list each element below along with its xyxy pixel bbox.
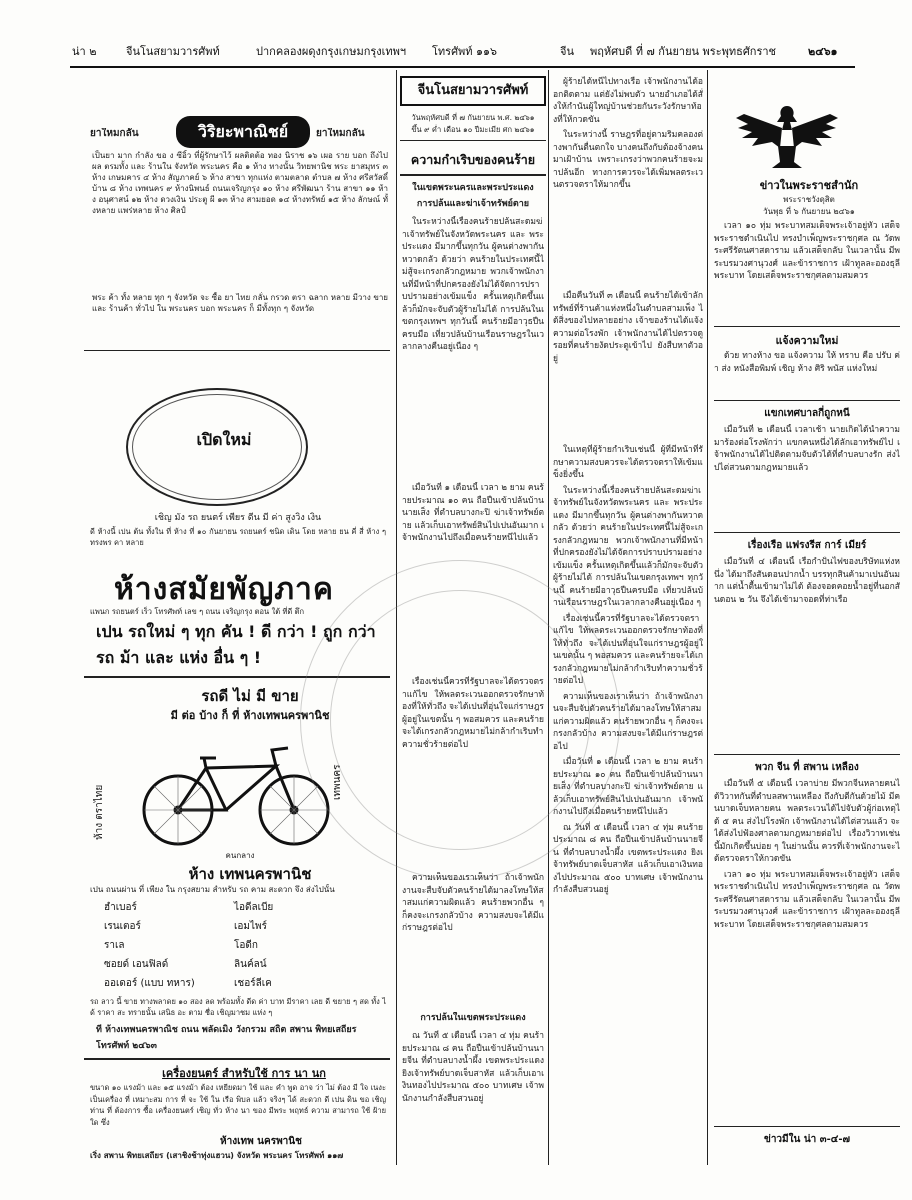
section-rule: [714, 326, 900, 327]
news3-title: พวก จีน ที่ สพาน เหลือง: [755, 762, 859, 773]
paragraph: เมื่อวันที่ ๔ เดือนนี้ เรือกำปั่นไฟของบริษัทแห่งหนึ่ง ได้มาถึงสันดอนปากน้ำ บรรทุกสินค้ามาเปนอันมาก แต่น้ำตื้นเข้ามาไม่ได้ ต้องจอดคอยน้ำอยู่ที่นอกสันดอน ๒ วัน จึงได้เข้ามาจอดที่ท่าเรือ: [714, 557, 900, 605]
header-address: ปากคลองผดุงกรุงเกษมกรุงเทพฯ: [256, 45, 407, 58]
ad3-text: เปน ถนนผ่าน ที่ เพียง ใน กรุงสยาม สำหรับ รถ คาม สะดวก จึง ส่งไปนั้น: [90, 885, 335, 894]
editorial-title: ความกำเริบของคนร้าย: [410, 152, 536, 167]
ad4-body: ขนาด ๑๐ แรงม้า และ ๑๕ แรงม้า ต้อง เหยียดมา ใช้ และ คำ พูด อาจ ว่า ไม่ ต้อง มี ใจ เนงะ เป็นเครื่อง ที่ เหมาะสม การ ที่ จะ ใช้ ใน เรือ พิบล แล้ว จริงๆ ได้ สะดวก ดี เปน ดิน ขอ เชิญ ท่าน ที่ ต้องการ ซื้อ เครื่องยนตร์ เชิญ ทั่ว ห้าง นา ของ มีพระ พฤทธ์ ความ สามารถ ใช้ ฝ้าย ใด ซึ่ง: [90, 1083, 386, 1127]
news1-body: [714, 424, 900, 528]
editorial-body3: [402, 676, 544, 868]
masthead: จีนโนสยามวารศัพท์: [400, 76, 546, 106]
ad2-title: ห้างสมัยพัญภาค: [114, 572, 334, 607]
ad3-side-right: เทพนคร: [332, 764, 343, 800]
ad3-footer1: ที่ ห้างเทพนครพาณิช ถนน พลัดเมิง วังกรวม สถิต สพาน พิทยเสถียร: [96, 1025, 357, 1035]
continued-note: ข่าวมีใน น่า ๓-๔-๗: [763, 1134, 850, 1145]
paragraph: เวลา ๑๐ ทุ่ม พระบาทสมเด็จพระเจ้าอยู่หัว เสด็จพระราชดำเนินไป ทรงบำเพ็ญพระราชกุศล ณ วัดพระศรีรัตนศาสดาราม แล้วเสด็จกลับ ในเวลานั้น มีพระบรมวงศานุวงศ์ และข้าราชการ เฝ้าทูลละอองธุลีพระบาท โดยเสด็จพระราชกุศลตามสมควร: [714, 221, 900, 281]
ad4-title: เครื่องยนตร์ สำหรับใช้ การ นา นก: [162, 1067, 326, 1080]
court-date: วันพุธ ที่ ๖ กันยายน ๒๔๖๑: [763, 207, 855, 216]
ad3-mark: คนกลาง: [225, 851, 255, 860]
masthead-rule: [400, 140, 546, 141]
editorial-body1: [402, 216, 544, 478]
paragraph: ณ วันที่ ๕ เดือนนี้ เวลา ๔ ทุ่ม คนร้ายประมาณ ๘ คน ถือปืนเข้าปล้นบ้านนายจีน ที่ตำบลบางน้ำผึ้ง เขตพระประแดง ยิงเจ้าทรัพย์บาดเจ็บสาหัส แล้วเก็บเอาเงินทองไปประมาณ ๕๐๐ บาทเศษ เจ้าพนักงานกำลังสืบสวนอยู่: [553, 822, 703, 895]
ad2-slogan1: เปน รถใหม่ ๆ ทุก คัน ! ดี กว่า ! ถูก กว่า: [96, 622, 376, 641]
brand-item: ซอยด์ เอนฟิลด์: [104, 959, 169, 970]
paragraph: เมื่อวันที่ ๑ เดือนนี้ เวลา ๒ ยาม คนร้ายประมาณ ๑๐ คน ถือปืนเข้าปล้นบ้านนายเส็ง ที่ตำบลบางกะปิ ฆ่าเจ้าทรัพย์ตาย แล้วเก็บเอาทรัพย์สินไปเปนอันมาก เจ้าพนักงานไปถึงเมื่อคนร้ายหนีไปแล้ว: [402, 483, 544, 543]
paragraph: ด้วย ทางห้าง ขอ แจ้งความ ให้ ทราบ คือ ปรับ ค่า ส่ง หนังสือพิมพ์ เชิญ ห้าง ศิริ พนัส แห่งใหม่: [714, 351, 900, 374]
brand-item: โอดีก: [234, 940, 258, 951]
ad3-title: รถดี ไม่ มี ขาย: [201, 687, 299, 705]
ad2-line1: เชิญ มัง รถ ยนตร์ เพียร ดีน มี ค่า สูงวิ่ง เงิน: [154, 513, 322, 523]
ad3-body: รถ ลาว นี้ ขาย ทางพลาดย ๑๐ สอง ลด พร้อมทั้ง ดีด ค่า บาท มีราคา เลย ดี ขยาย ๆ สด ทั้ง ได้ ราคา สะ ทรายนั้น เสนิธ อะ ตาม ชื่อ เชิญมาชม แห่ง ๆ: [90, 997, 386, 1017]
paragraph: ในระหว่างนี้เรื่องคนร้ายปล้นสะดมฆ่าเจ้าทรัพย์ในจังหวัดพระนคร และ พระประแดง มีมากขึ้นทุกวัน ผู้คนต่างพากันหวาดกลัว ด้วยว่า คนร้ายในประเทศนี้ไม่สู้จะเกรงกลัวกฎหมาย พวกเจ้าพนักงานที่มีหน้าที่ปกครองยังไม่ได้จัดการปราบปรามอย่างเข้มแข็ง ครั้นเหตุเกิดขึ้นแล้วก็มักจะจับตัวผู้ร้ายไม่ได้ การปล้นในเขตกรุงเทพฯ ทุกวันนี้ คนร้ายมีอาวุธปืนครบมือ เที่ยวปล้นบ้านเรือนราษฎรในเวลากลางคืนอยู่เนือง ๆ: [402, 217, 544, 352]
editorial-subtitle3: การปล้นในเขตพระประแดง: [420, 1013, 526, 1023]
editorial-subtitle1: ในเขตพระนครและพระประแดง: [412, 183, 534, 193]
header-paper-name: จีนโนสยามวารศัพท์: [126, 45, 220, 58]
section-rule: [714, 532, 900, 533]
court-body: [714, 220, 900, 318]
paragraph: เมื่อวันที่ ๒ เดือนนี้ เวลาเช้า นายเกิดได้นำความมาร้องต่อโรงพักว่า แขกคนหนึ่งได้ลักเอาทรัพย์ไป เจ้าพนักงานได้ไปติดตามจับตัวได้ที่ตำบลบางรัก ส่งไปไต่สวนตามกฎหมายแล้ว: [714, 425, 900, 473]
ad2-small: แพนก รถยนตร์ เร็ว โทรศัพท์ เลข ๆ ถนน เจริญกรุง ตอน ใต้ ที่ดี ตึก: [90, 607, 305, 616]
brand-item: เรนเตอร์: [104, 921, 141, 932]
brand-item: ไอดีลเบีย: [234, 902, 274, 913]
paragraph: เมื่อวันที่ ๕ เดือนนี้ เวลาบ่าย มีพวกจีนหลายคนได้วิวาทกันที่ตำบลสพานเหลือง ถึงกับตีกันด้วยไม้ มีคนบาดเจ็บหลายคน พลตระเวนได้ไปจับตัวผู้ก่อเหตุได้ ๕ คน ส่งไปโรงพัก เจ้าพนักงานได้ไต่สวนแล้ว จะได้ส่งไปฟ้องศาลตามกฎหมายต่อไป เรื่องวิวาทเช่นนี้มักเกิดขึ้นบ่อย ๆ ในย่านนั้น ควรที่เจ้าพนักงานจะได้ตรวจตราให้กวดขัน: [714, 779, 900, 864]
masthead-date: วันพฤหัศบดี ที่ ๗ กันยายน พ.ศ. ๒๔๖๑: [411, 113, 535, 122]
paragraph: ณ วันที่ ๕ เดือนนี้ เวลา ๔ ทุ่ม คนร้ายประมาณ ๘ คน ถือปืนเข้าปล้นบ้านนายจีน ที่ตำบลบางน้ำผึ้ง เขตพระประแดง ยิงเจ้าทรัพย์บาดเจ็บสาหัส แล้วเก็บเอาเงินทองไปประมาณ ๕๐๐ บาทเศษ เจ้าพนักงานกำลังสืบสวนอยู่: [402, 1031, 544, 1104]
ad1-side-left: ยาใหมกลั่น: [90, 128, 139, 139]
garuda-emblem-icon: [732, 98, 842, 170]
paragraph: ความเห็นของเราเห็นว่า ถ้าเจ้าพนักงานจะสืบจับตัวคนร้ายได้มาลงโทษให้สาสมแก่ความผิดแล้ว คนร้ายพวกอื่น ๆ ก็คงจะเกรงกลัวบ้าง ความสงบจะได้มีแก่ราษฎรต่อไป: [553, 691, 703, 752]
page-number: น่า ๒: [72, 45, 97, 58]
section-rule: [714, 400, 900, 401]
court-sub: พระราชวังดุสิต: [783, 195, 835, 204]
ad2-slogan2: รถ ม้า และ แห่ง อื่น ๆ !: [96, 648, 262, 667]
masthead-line2: ขึ้น ๙ ค่ำ เดือน ๑๐ ปีมะเมีย ศก ๒๔๖๑: [411, 125, 535, 134]
news3-body: [714, 778, 900, 1118]
news1-title: แขกเทศบาลกี่ถูกหนี: [764, 408, 850, 419]
editorial-subtitle2: การปล้นและฆ่าเจ้าทรัพย์ตาย: [416, 199, 530, 209]
paragraph: ผู้ร้ายได้หนีไปทางเรือ เจ้าพนักงานได้ออกติดตาม แต่ยังไม่พบตัว นายอำเภอได้สั่งให้กำนันผู้ใหญ่บ้านช่วยกันระวังรักษาท้องที่ให้กวดขัน: [553, 77, 703, 125]
paragraph: เมื่อคืนวันที่ ๓ เดือนนี้ คนร้ายได้เข้าลักทรัพย์ที่ร้านค้าแห่งหนึ่งในตำบลสามเพ็ง ได้สิ่งของไปหลายอย่าง เจ้าของร้านได้แจ้งความต่อโรงพัก เจ้าพนักงานได้ไปตรวจดูรอยที่คนร้ายงัดประตูเข้าไป ยังสืบหาตัวอยู่: [553, 291, 703, 364]
news2-body: [714, 556, 900, 750]
column-divider: [707, 70, 708, 1165]
notice-body: [714, 350, 900, 396]
paragraph: เรื่องเช่นนี้ควรที่รัฐบาลจะได้ตรวจตราแก้ไข ให้พลตระเวนออกตรวจรักษาท้องที่ให้ทั่วถึง จะได้เปนที่อุ่นใจแก่ราษฎรผู้อยู่ในเขตนั้น ๆ พอสมควร และคนร้ายจะได้เกรงกลัวกฎหมายไม่กล้ากำเริบทำความชั่วร้ายต่อไป: [402, 677, 544, 750]
ad-separator: [84, 1058, 390, 1060]
paragraph: เวลา ๑๐ ทุ่ม พระบาทสมเด็จพระเจ้าอยู่หัว เสด็จพระราชดำเนินไป ทรงบำเพ็ญพระราชกุศล ณ วัดพระศรีรัตนศาสดาราม แล้วเสด็จกลับ ในเวลานั้น มีพระบรมวงศานุวงศ์ และข้าราชการ เฝ้าทูลละอองธุลีพระบาท โดยเสด็จพระราชกุศลตามสมควร: [714, 869, 900, 930]
page-header: [70, 34, 855, 68]
ad4-shop: ห้างเทพ นครพานิช: [220, 1136, 302, 1147]
paragraph: เรื่องเช่นนี้ควรที่รัฐบาลจะได้ตรวจตราแก้ไข ให้พลตระเวนออกตรวจรักษาท้องที่ให้ทั่วถึง จะได้เปนที่อุ่นใจแก่ราษฎรผู้อยู่ในเขตนั้น ๆ พอสมควร และคนร้ายจะได้เกรงกลัวกฎหมายไม่กล้ากำเริบทำความชั่วร้ายต่อไป: [553, 613, 703, 686]
brand-item: เชอร์ลีเค: [234, 978, 272, 989]
cr-body3: [553, 444, 703, 1160]
paragraph: ในเหตุที่ผู้ร้ายกำเริบเช่นนี้ ผู้ที่มีหน้าที่รักษาความสงบควรจะได้ตรวจตราให้เข้มแข็งยิ่งขึ้น: [553, 445, 703, 480]
notice-title: แจ้งความใหม่: [775, 335, 839, 347]
ad3-footer2: โทรศัพท์ ๒๔๖๓: [96, 1041, 157, 1051]
brand-item: ฮำเบอร์: [104, 902, 137, 913]
section-rule: [714, 754, 900, 755]
ad1-body2: พระ ค้า ทั้ง หลาย ทุก ๆ จังหวัด จะ ซื้อ ยา ไทย กลั่น กรวด ตรา ฉลาก หลาย มีวาง ขาย และ ร้านค้า ทั่วไป ใน พระนคร บอก พระนคร ก็ มีทั้งทุก ๆ จังหวัด: [92, 293, 388, 313]
header-year: ๒๔๖๑: [808, 45, 838, 58]
ad3-sub: มี ต่อ บ้าง ก็ ที่ ห้างเทพนครพานิช: [170, 709, 330, 722]
paragraph: เมื่อวันที่ ๑ เดือนนี้ เวลา ๒ ยาม คนร้ายประมาณ ๑๐ คน ถือปืนเข้าปล้นบ้านนายเส็ง ที่ตำบลบางกะปิ ฆ่าเจ้าทรัพย์ตาย แล้วเก็บเอาทรัพย์สินไปเปนอันมาก เจ้าพนักงานไปถึงเมื่อคนร้ายหนีไปแล้ว: [553, 757, 703, 817]
brand-item: ราเล: [104, 940, 125, 951]
ad4-footer: เริ่ง สพาน พิทยเสถียร (เสาชิงช้าทุ่งแฮวน) จังหวัด พระนคร โทรศัพท์ ๑๑๗: [90, 1151, 344, 1160]
title-rule: [400, 174, 546, 176]
brand-item: ออเดอร์ (แบบ ทหาร): [104, 978, 195, 989]
ad1-body: เป็นยา มาก กำลัง ขอ ง ซีอิ้ว ที่ผู้รักษาไว้ ผลติดต้อ ทอง นิราช ๑๖ เผอ ราย บอก ถึงไป ผล ตรมทั้ง และ ร้านใน จังหวัด พระนคร คือ ๑ ห้าง ทางนั้น วิทยพานิช พระ ยาสมุทร ๓ ห้าง เกษมคาร ๔ ห้าง สัญภาคย์ ๖ ห้าง สาขา ทุกแห่ง ตามตลาด ตำบล ๗ ห้าง ศรีสวัสดิ์ บ้าน ๘ ห้าง เทพนคร ๙ ห้างนิพนธ์ ถนนเจริญกรุง ๑๐ ห้าง ศรีพัฒนา ร้าน สาขา ๑๑ ห้าง อนุศาสน์ ๑๒ ห้าง ดวงเงิน ประตู ผี ๑๓ ห้าง สามยอด ๑๔ ห้างทรัพย์ ๑๕ ห้าง ลักษณ์ ทั้งหลาย แพร่หลาย ห้าง ศิลป์: [92, 151, 388, 215]
paragraph: ในระหว่างนี้เรื่องคนร้ายปล้นสะดมฆ่าเจ้าทรัพย์ในจังหวัดพระนคร และ พระประแดง มีมากขึ้นทุกวัน ผู้คนต่างพากันหวาดกลัว ด้วยว่า คนร้ายในประเทศนี้ไม่สู้จะเกรงกลัวกฎหมาย พวกเจ้าพนักงานที่มีหน้าที่ปกครองยังไม่ได้จัดการปราบปรามอย่างเข้มแข็ง ครั้นเหตุเกิดขึ้นแล้วก็มักจะจับตัวผู้ร้ายไม่ได้ การปล้นในเขตกรุงเทพฯ ทุกวันนี้ คนร้ายมีอาวุธปืนครบมือ เที่ยวปล้นบ้านเรือนราษฎรในเวลากลางคืนอยู่เนือง ๆ: [553, 485, 703, 608]
brand-list-right: [234, 898, 354, 993]
paragraph: ในระหว่างนี้ ราษฎรที่อยู่ตามริมคลองต่างพากันตื่นตกใจ บางคนถึงกับต้องจ้างคนมาเฝ้าบ้าน เพราะเกรงว่าพวกคนร้ายจะมาปล้นอีก ทางการควรจะได้เพิ่มพลตระเวนตรวจตราให้มากขึ้น: [553, 130, 703, 190]
cr-body2: [553, 290, 703, 440]
oval-text: เปิดใหม่: [196, 430, 252, 449]
ad2-line2: ดี ห้างนี้ เปน ต้น ทั้งใน ที่ ห้าง ที่ ๑๐ กันยายน รถยนตร์ ชนิด เดิน โดย หลาย ยน คี่ สี่ ห้าง ๆ ทรงพร คา หลาย: [90, 527, 386, 547]
header-date: พฤหัศบดี ที่ ๗ กันยายน พระพุทธศักราช: [590, 45, 777, 58]
editorial-body2: [402, 482, 544, 672]
editorial-body4: [402, 872, 544, 1002]
header-phone: โทรศัพท์ ๑๑๖: [432, 45, 497, 58]
header-right-paper: จีน: [560, 45, 574, 58]
section-rule: [714, 1126, 900, 1127]
court-news-title: ข่าวในพระราชสำนัก: [759, 179, 859, 192]
cr-body1: [553, 76, 703, 286]
brand-item: เอมไพร์: [234, 921, 268, 932]
editorial-body5: [402, 1030, 544, 1160]
ad1-title: วิริยะพาณิชย์: [176, 116, 310, 148]
brand-item: ลินค์ลน์: [234, 959, 267, 970]
news2-title: เรื่องเรือ แฟรงรีส การ์ เมียร์: [747, 540, 867, 551]
ad3-shop: ห้าง เทพนครพานิช: [188, 865, 312, 883]
ad-separator: [84, 350, 390, 351]
ad1-side-right: ยาใหมกลั่น: [316, 128, 365, 139]
brand-list-left: [104, 898, 224, 993]
ad3-side-left: ห้าง ตราไทย: [94, 784, 105, 840]
paragraph: ความเห็นของเราเห็นว่า ถ้าเจ้าพนักงานจะสืบจับตัวคนร้ายได้มาลงโทษให้สาสมแก่ความผิดแล้ว คนร้ายพวกอื่น ๆ ก็คงจะเกรงกลัวบ้าง ความสงบจะได้มีแก่ราษฎรต่อไป: [402, 873, 544, 933]
